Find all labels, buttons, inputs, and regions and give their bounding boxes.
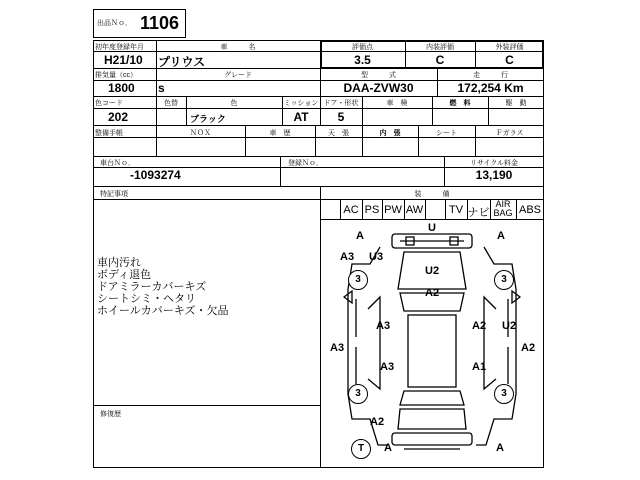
mark-fender-left-a: A3: [340, 251, 355, 263]
interior-trim-label: 内 張: [379, 130, 401, 137]
equipment-label: 装 備: [414, 191, 450, 198]
equip-ps: PS: [364, 204, 380, 216]
note-line-2: ボディ退色: [97, 269, 152, 281]
door-label: ドア・形状: [323, 100, 359, 107]
exterior-score-label: 外装評価: [495, 44, 524, 51]
recycle-fee: 13,190: [475, 168, 513, 182]
name-label: 車 名: [220, 44, 256, 51]
score-label: 評価点: [352, 44, 373, 51]
mark-top: U: [428, 222, 436, 234]
mark-rear-left: A2: [370, 416, 385, 428]
mark-front-right: A: [497, 230, 505, 242]
grade-label: グレード: [224, 72, 252, 79]
note-line-3: ドアミラーカバーキズ: [97, 281, 207, 293]
interior-score-label: 内装評価: [426, 44, 454, 51]
glass-label: Ｆガラス: [495, 130, 524, 137]
recycle-label: リサイクル料金: [469, 160, 519, 167]
note-line-1: 車内汚れ: [97, 257, 141, 269]
color-code: 202: [108, 110, 129, 124]
equip-tv: TV: [448, 204, 464, 216]
inspection-label: 車 検: [386, 100, 408, 107]
mark-door-right-rear: A1: [472, 361, 487, 373]
color-type-label: 色替: [164, 100, 178, 107]
mark-bottom-left: A: [384, 442, 392, 454]
tire-mark: T: [351, 439, 371, 459]
mark-door-left-front: A3: [376, 320, 391, 332]
mark-door-right-front: A2: [472, 320, 487, 332]
nox-label: ＮＯＸ: [190, 130, 211, 137]
mark-side-left: A3: [330, 342, 345, 354]
fuel-label: 燃 料: [449, 100, 471, 107]
mark-hood-a: A2: [425, 287, 440, 299]
exterior-score: C: [505, 53, 514, 67]
mark-door-left-rear: A3: [380, 361, 395, 373]
note-line-5: ホイールカバーキズ・欠品: [97, 305, 229, 317]
registration-label: 登録Ｎｏ．: [288, 160, 323, 167]
car-name: プリウス: [158, 55, 206, 69]
interior-score: C: [435, 53, 445, 67]
year-label: 初年度登録年月: [95, 44, 144, 51]
doors: 5: [337, 110, 345, 124]
model-label: 型 式: [361, 72, 396, 79]
notes-label: 特記事項: [100, 191, 128, 198]
mark-bottom-right: A: [496, 442, 504, 454]
equip-pw: PW: [384, 204, 402, 216]
sunroof-label: 天 張: [328, 130, 349, 137]
wheel-rear-right: 3: [494, 384, 514, 404]
mark-door-right-u: U2: [502, 320, 517, 332]
mark-fender-left-u: U3: [369, 251, 384, 263]
lot-number-label: 出品Ｎｏ．: [97, 20, 132, 27]
seat-label: シート: [436, 130, 457, 137]
equip-aw: AW: [405, 204, 424, 216]
mark-side-right: A2: [521, 342, 536, 354]
mileage-label: 走 行: [473, 72, 508, 79]
displacement-label: 排気量（cc）: [95, 72, 137, 79]
chassis-number: -1093274: [130, 168, 181, 182]
mileage: 172,254 Km: [457, 81, 524, 95]
repair-history-label: 修復歴: [100, 411, 121, 418]
lot-number: 1106: [140, 13, 180, 33]
manual-label: 整備手帳: [95, 130, 123, 137]
equip-abs: ABS: [518, 204, 541, 216]
first-registration: H21/10: [104, 53, 143, 67]
drive-label: 駆 動: [505, 100, 527, 107]
model-code: DAA-ZVW30: [343, 81, 414, 95]
mission: AT: [293, 110, 309, 124]
chassis-label: 車台Ｎｏ．: [100, 160, 135, 167]
overall-score: 3.5: [354, 53, 371, 67]
wheel-rear-left: 3: [348, 384, 368, 404]
color-code-label: 色コード: [95, 100, 123, 107]
wheel-front-left: 3: [348, 270, 368, 290]
wheel-front-right: 3: [494, 270, 514, 290]
equip-airbag: AIR BAG: [493, 199, 513, 218]
equip-ac: AC: [343, 204, 359, 216]
mission-label: ミッション: [283, 100, 319, 107]
history-label: 車 歴: [269, 130, 291, 137]
grade: s: [158, 81, 165, 95]
note-line-4: シートシミ・ヘタリ: [97, 293, 196, 305]
mark-hood-u: U2: [425, 265, 440, 277]
color: ブラック: [190, 114, 226, 124]
color-label: 色: [230, 100, 238, 107]
displacement: 1800: [108, 81, 135, 95]
mark-front-left: A: [356, 230, 364, 242]
equip-navi: ナビ: [467, 207, 490, 219]
